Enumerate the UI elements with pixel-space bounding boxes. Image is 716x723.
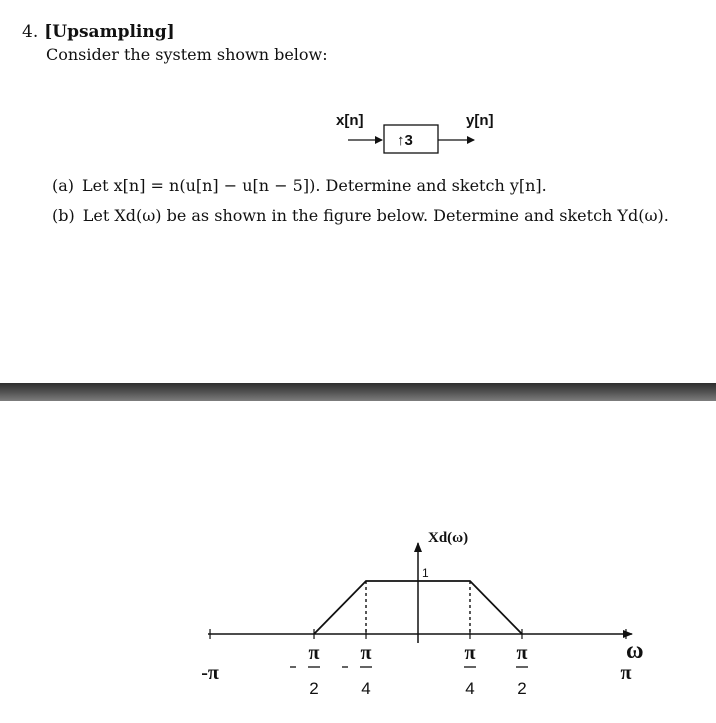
part-b (52, 206, 669, 225)
part-b-label: (b) (52, 206, 75, 225)
system-diagram (330, 108, 530, 163)
problem-heading (22, 22, 175, 42)
x-tick-label-0: -π (201, 662, 219, 684)
x-axis-label: ω (626, 638, 644, 664)
x-tick-den-4: 2 (517, 679, 527, 698)
part-a-label: (a) (52, 176, 75, 195)
output-label: y[n] (466, 112, 494, 129)
x-tick-label-5: π (620, 662, 632, 684)
upsampler-label: ↑3 (397, 132, 413, 149)
problem-number: 4. (22, 22, 39, 42)
x-tick-num-3: π (464, 642, 476, 664)
y-tick-label: 1 (422, 566, 429, 580)
x-tick-num-1: π (308, 642, 320, 664)
problem-title: [Upsampling] (44, 22, 175, 42)
x-tick-den-2: 4 (361, 679, 371, 698)
x-tick-num-2: π (360, 642, 372, 664)
input-label: x[n] (336, 112, 364, 129)
page-divider (0, 383, 716, 401)
x-tick-den-3: 4 (465, 679, 475, 698)
spectrum-plot (190, 515, 660, 715)
part-a (52, 176, 547, 195)
x-tick-den-1: 2 (309, 679, 319, 698)
part-b-text: Let Xd(ω) be as shown in the figure below. Determine and sketch Yd(ω). (82, 206, 669, 225)
y-axis-label: Xd(ω) (428, 530, 469, 546)
problem-intro: Consider the system shown below: (46, 45, 328, 64)
part-a-text: Let x[n] = n(u[n] − u[n − 5]). Determine and sketch y[n]. (82, 176, 547, 195)
x-tick-num-4: π (516, 642, 528, 664)
